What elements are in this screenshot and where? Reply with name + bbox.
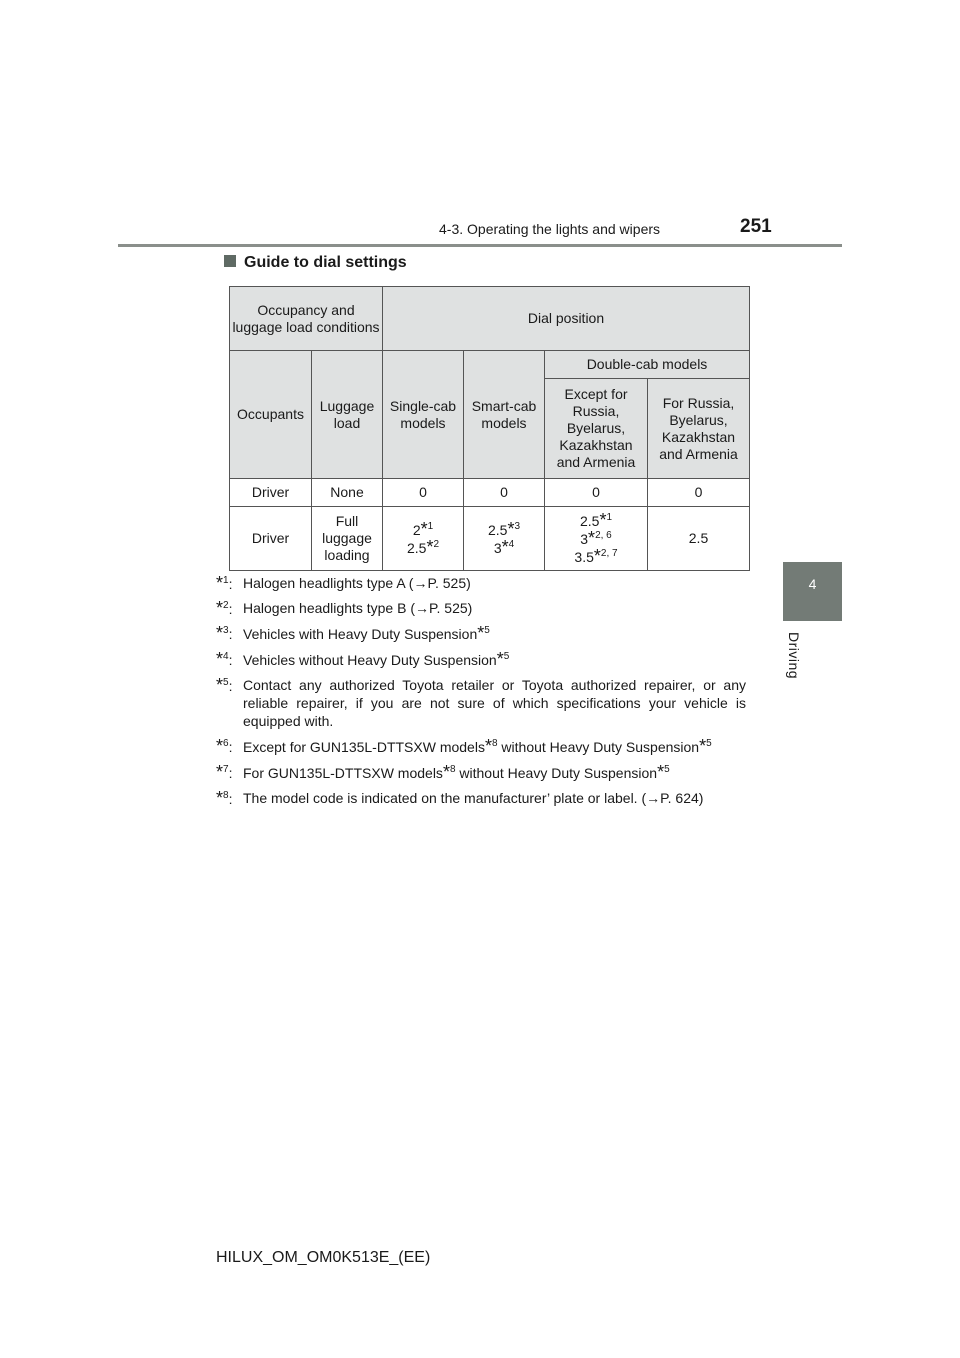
dial-settings-table bbox=[229, 286, 750, 571]
cell-luggage: None bbox=[312, 479, 383, 507]
footnote: *$^5$: Contact any authorized Toyota retailer or Toyota authorized repairer, or any reliable repairer, if you are not sure of which specifications your vehicle is equipped with. bbox=[216, 675, 746, 729]
header-section-title: 4-3. Operating the lights and wipers bbox=[439, 221, 661, 237]
section-heading-text: Guide to dial settings bbox=[244, 254, 407, 271]
cell-single-cab: 2*$^1$ 2.5*$^2$ bbox=[383, 507, 464, 571]
cell-smart-cab: 0 bbox=[464, 479, 545, 507]
header-rule bbox=[118, 244, 842, 247]
footnote: *$^7$: For GUN135L-DTTSXW models*$^8$ without Heavy Duty Suspension*$^5$ bbox=[216, 762, 670, 782]
header-single-cab: Single-cab models bbox=[383, 351, 464, 479]
footer-manual-code: HILUX_OM_OM0K513E_(EE) bbox=[216, 1249, 431, 1266]
cell-luggage: Full luggage loading bbox=[312, 507, 383, 571]
cell-occupants: Driver bbox=[230, 507, 312, 571]
footnote: *$^6$: Except for GUN135L-DTTSXW models*$^8$ without Heavy Duty Suspension*$^5$ bbox=[216, 736, 712, 756]
table-row bbox=[230, 479, 750, 507]
footnote: *$^8$: The model code is indicated on the manufacturer’ plate or label. (→P. 624) bbox=[216, 788, 704, 808]
cell-double-russia: 2.5 bbox=[648, 507, 750, 571]
square-bullet-icon bbox=[224, 255, 236, 267]
page-number: 251 bbox=[740, 216, 772, 237]
header-dial-position: Dial position bbox=[383, 287, 750, 351]
cell-smart-cab: 2.5*$^3$ 3*$^4$ bbox=[464, 507, 545, 571]
cell-double-except: 2.5*$^1$ 3*$^{2, 6}$ 3.5*$^{2, 7}$ bbox=[545, 507, 648, 571]
section-heading bbox=[224, 254, 407, 272]
chapter-label: Driving bbox=[786, 632, 802, 680]
footnotes bbox=[216, 574, 746, 814]
header-conditions: Occupancy and luggage load conditions bbox=[230, 287, 383, 351]
footnote: *$^3$: Vehicles with Heavy Duty Suspension*$^5$ bbox=[216, 623, 490, 643]
header-luggage-load: Luggage load bbox=[312, 351, 383, 479]
table-row bbox=[230, 507, 750, 571]
header-for-russia: For Russia, Byelarus, Kazakhstan and Armenia bbox=[648, 379, 750, 479]
footnote: *$^1$: Halogen headlights type A (→P. 525) bbox=[216, 573, 471, 593]
cell-single-cab: 0 bbox=[383, 479, 464, 507]
cell-double-except: 0 bbox=[545, 479, 648, 507]
cell-occupants: Driver bbox=[230, 479, 312, 507]
cell-double-russia: 0 bbox=[648, 479, 750, 507]
header-occupants: Occupants bbox=[230, 351, 312, 479]
chapter-number: 4 bbox=[808, 576, 817, 592]
footnote: *$^4$: Vehicles without Heavy Duty Suspension*$^5$ bbox=[216, 649, 510, 669]
header-double-cab: Double-cab models bbox=[545, 351, 750, 379]
footnote: *$^2$: Halogen headlights type B (→P. 525) bbox=[216, 598, 473, 618]
header-smart-cab: Smart-cab models bbox=[464, 351, 545, 479]
header-except-russia: Except for Russia, Byelarus, Kazakhstan and Armenia bbox=[545, 379, 648, 479]
